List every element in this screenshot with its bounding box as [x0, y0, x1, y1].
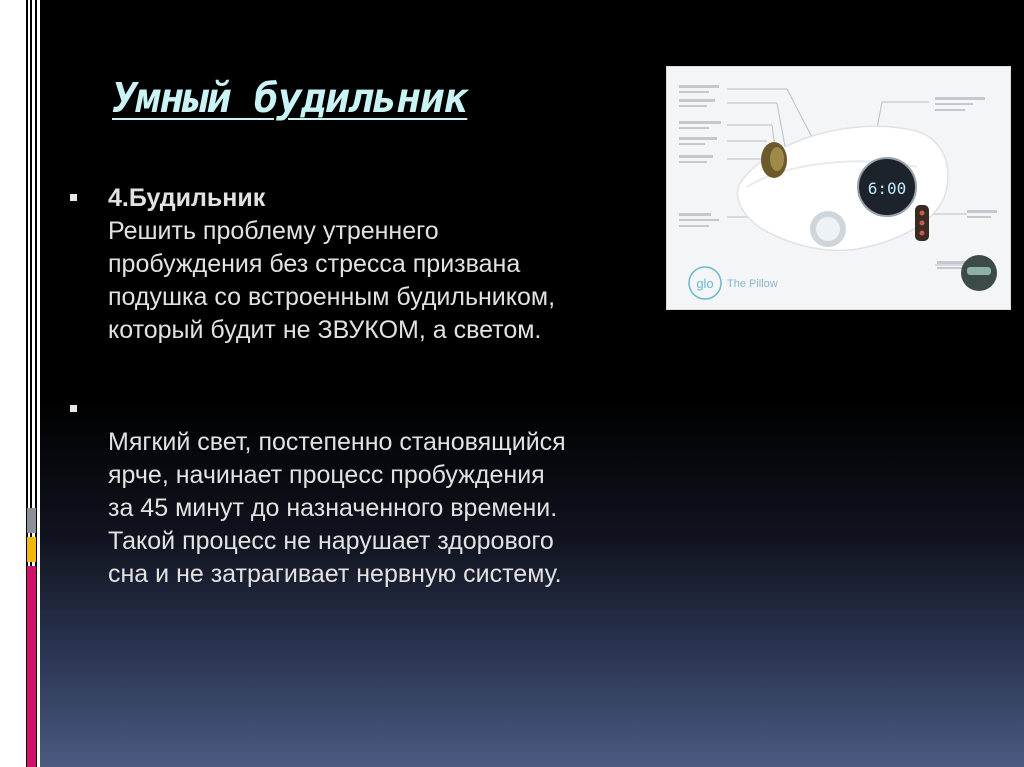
accent-mark-yellow [27, 537, 36, 562]
bullet-text-line: сна и не затрагивает нервную систему. [108, 560, 562, 588]
bullet-text-line: пробуждения без стресса призвана [108, 250, 521, 278]
slide [40, 0, 1024, 767]
bullet-text-line: за 45 минут до назначенного времени. [108, 494, 558, 522]
bullet-item [70, 393, 700, 591]
decorative-bar [23, 0, 26, 767]
bullet-text-line: Решить проблему утреннего [108, 217, 439, 245]
slide-body [70, 182, 700, 591]
decorative-side-bars [23, 0, 40, 767]
accent-mark-gray [27, 508, 36, 533]
bullet-text-line: подушка со встроенным будильником, [108, 283, 556, 311]
bullet-item [70, 182, 700, 347]
bullet-text-line: ярче, начинает процесс пробуждения [108, 461, 545, 489]
bullet-text-line: который будит не ЗВУКОМ, а светом. [108, 316, 542, 344]
bullet-marker [70, 194, 77, 201]
pillow-alarm-image [666, 66, 1011, 310]
bullet-heading: 4.Будильник [108, 184, 266, 212]
decorative-bar [37, 0, 40, 767]
pillow-illustration [667, 67, 1010, 309]
bullet-heading [108, 393, 700, 426]
bullet-text-line: Такой процесс не нарушает здорового [108, 527, 554, 555]
accent-mark-pink [27, 566, 36, 767]
clock-display: 6:00 [867, 179, 907, 198]
slide-title: Умный будильник [112, 74, 468, 122]
bullet-marker [70, 405, 77, 412]
brand-caption: The Pillow [727, 278, 778, 290]
bullet-text-line: Мягкий свет, постепенно становящийся [108, 428, 566, 456]
brand-logo: glo [696, 276, 714, 291]
